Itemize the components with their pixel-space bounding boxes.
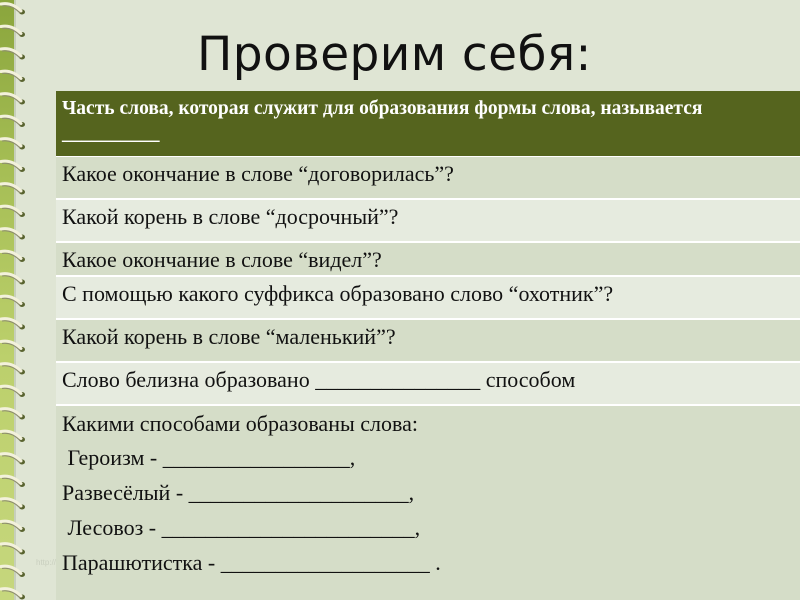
row-question: Слово белизна образовано _______________ способом xyxy=(62,367,576,392)
spiral-ring-icon xyxy=(1,274,25,285)
row-question: Какими способами образованы слова: xyxy=(62,411,418,436)
spiral-ring-icon xyxy=(1,431,25,442)
table-row xyxy=(56,200,800,243)
spiral-ring-icon xyxy=(1,4,25,15)
spiral-ring-icon xyxy=(1,589,25,600)
spiral-ring-icon xyxy=(1,341,25,352)
word-line-lesovoz: Лесовоз - _______________________, xyxy=(62,515,421,540)
spiral-ring-icon xyxy=(1,71,25,82)
row-question: Какой корень в слове “досрочный”? xyxy=(62,204,399,229)
spiral-ring-icon xyxy=(1,566,25,577)
spiral-ring-icon xyxy=(1,476,25,487)
spiral-ring-icon xyxy=(1,116,25,127)
table-row xyxy=(56,277,800,320)
spiral-ring-icon xyxy=(1,26,25,37)
table-row xyxy=(56,157,800,200)
table-row xyxy=(56,243,800,277)
watermark: http:// xyxy=(36,558,57,567)
spiral-ring-icon xyxy=(1,499,25,510)
spiral-ring-icon xyxy=(1,206,25,217)
spiral-ring-icon xyxy=(1,49,25,60)
table-row xyxy=(56,363,800,406)
row-question: С помощью какого суффикса образовано слово “охотник”? xyxy=(62,281,614,306)
spiral-ring-icon xyxy=(1,184,25,195)
spiral-binding-icon xyxy=(0,0,30,600)
spiral-ring-icon xyxy=(1,409,25,420)
quiz-table xyxy=(56,91,800,600)
spiral-ring-icon xyxy=(1,319,25,330)
spiral-ring-icon xyxy=(1,229,25,240)
word-line-heroism: Героизм - _________________, xyxy=(62,445,356,470)
word-line-parashyutistka: Парашютистка - ___________________ . xyxy=(62,550,441,575)
spiral-ring-icon xyxy=(1,94,25,105)
table-row-word-formation xyxy=(56,406,800,600)
word-line-razvesely: Развесёлый - ____________________, xyxy=(62,480,415,505)
slide-title: Проверим себя: xyxy=(197,27,592,82)
spiral-ring-icon xyxy=(1,364,25,375)
spiral-ring-icon xyxy=(1,544,25,555)
row-question: Какой корень в слове “маленький”? xyxy=(62,324,396,349)
spiral-ring-icon xyxy=(1,296,25,307)
row-question: Какое окончание в слове “видел”? xyxy=(62,247,382,272)
spiral-ring-icon xyxy=(1,521,25,532)
spiral-ring-icon xyxy=(1,161,25,172)
row-question: Какое окончание в слове “договорилась”? xyxy=(62,161,454,186)
spiral-ring-icon xyxy=(1,386,25,397)
spiral-ring-icon xyxy=(1,251,25,262)
table-header: Часть слова, которая служит для образования формы слова, называется __________ xyxy=(56,91,800,157)
table-row xyxy=(56,320,800,363)
spiral-ring-icon xyxy=(1,139,25,150)
spiral-ring-icon xyxy=(1,454,25,465)
